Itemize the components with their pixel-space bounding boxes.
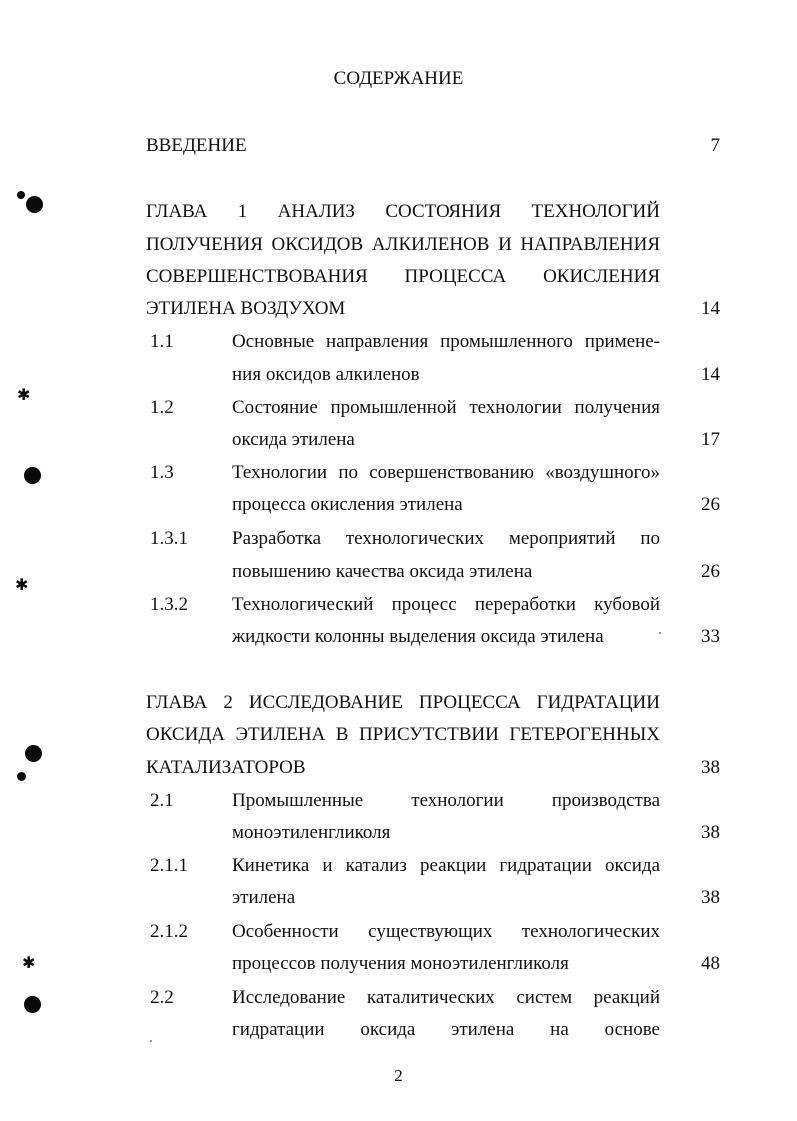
section-title-line1: Состояние промышленной технологии получения (232, 397, 660, 418)
chapter1-title-line3: СОВЕРШЕНСТВОВАНИЯ ПРОЦЕССА ОКИСЛЕНИЯ (146, 266, 660, 287)
binder-hole-mark (26, 196, 43, 213)
section-number: 1.3.2 (150, 594, 188, 615)
scan-speck: ✱ (17, 387, 31, 404)
section-title-line2: этилена (232, 887, 296, 908)
scan-speck: ✱ (22, 955, 36, 972)
toc-intro-page: 7 (710, 135, 720, 156)
section-number: 2.1.2 (150, 921, 188, 942)
section-title-line2: повышению качества оксида этилена (232, 561, 533, 582)
section-number: 1.3.1 (150, 528, 188, 549)
chapter2-title-line3: КАТАЛИЗАТОРОВ (146, 757, 306, 778)
scan-speck: ✱ (15, 577, 29, 594)
section-number: 2.2 (150, 987, 174, 1008)
chapter1-title-line2: ПОЛУЧЕНИЯ ОКСИДОВ АЛКИЛЕНОВ И НАПРАВЛЕНИЯ (146, 234, 660, 255)
chapter2-title-line1: ГЛАВА 2 ИССЛЕДОВАНИЕ ПРОЦЕССА ГИДРАТАЦИИ (146, 692, 660, 713)
binder-hole-mark (24, 467, 41, 484)
section-title-line1: Промышленные технологии производства (232, 790, 660, 811)
chapter1-title-line1: ГЛАВА 1 АНАЛИЗ СОСТОЯНИЯ ТЕХНОЛОГИЙ (146, 201, 660, 222)
section-title-line2: жидкости колонны выделения оксида этилена (232, 626, 604, 647)
section-title-line1: Технологический процесс переработки кубовой (232, 594, 660, 615)
binder-hole-mark (24, 996, 41, 1013)
section-page: 48 (701, 953, 720, 974)
section-number: 2.1 (150, 790, 174, 811)
section-page: 17 (701, 429, 720, 450)
section-number: 1.2 (150, 397, 174, 418)
page-number: 2 (394, 1066, 403, 1085)
section-title-line2: процессов получения моноэтиленгликоля (232, 953, 569, 974)
section-title-line2: моноэтиленгликоля (232, 822, 391, 843)
scan-speck (17, 191, 25, 199)
chapter2-title-line2: ОКСИДА ЭТИЛЕНА В ПРИСУТСТВИИ ГЕТЕРОГЕННЫХ (146, 724, 660, 745)
section-page: 26 (701, 494, 720, 515)
section-title-line1: Кинетика и катализ реакции гидратации оксида (232, 855, 660, 876)
scan-speck (659, 632, 661, 634)
scan-speck (150, 1040, 152, 1042)
section-page: 14 (701, 364, 720, 385)
section-page: 26 (701, 561, 720, 582)
section-number: 1.3 (150, 462, 174, 483)
section-title-line2: процесса окисления этилена (232, 494, 463, 515)
section-page: 38 (701, 887, 720, 908)
section-title-line2: оксида этилена (232, 429, 355, 450)
section-title-line1: Разработка технологических мероприятий по (232, 528, 660, 549)
scan-speck (17, 772, 26, 781)
section-page: 33 (701, 626, 720, 647)
section-title-line2: гидратации оксида этилена на основе (232, 1019, 660, 1040)
section-title-line1: Особенности существующих технологических (232, 921, 660, 942)
section-number: 2.1.1 (150, 855, 188, 876)
section-title-line1: Основные направления промышленного примене- (232, 331, 660, 352)
section-title-line2: ния оксидов алкиленов (232, 364, 420, 385)
section-title-line1: Технологии по совершенствованию «воздушного» (232, 462, 660, 483)
page-title: СОДЕРЖАНИЕ (333, 68, 464, 89)
binder-hole-mark (25, 745, 42, 762)
section-title-line1: Исследование каталитических систем реакций (232, 987, 660, 1008)
section-page: 38 (701, 822, 720, 843)
chapter1-page: 14 (701, 298, 720, 319)
toc-intro-label: ВВЕДЕНИЕ (146, 135, 247, 156)
section-number: 1.1 (150, 331, 174, 352)
chapter2-page: 38 (701, 757, 720, 778)
chapter1-title-line4: ЭТИЛЕНА ВОЗДУХОМ (146, 298, 346, 319)
